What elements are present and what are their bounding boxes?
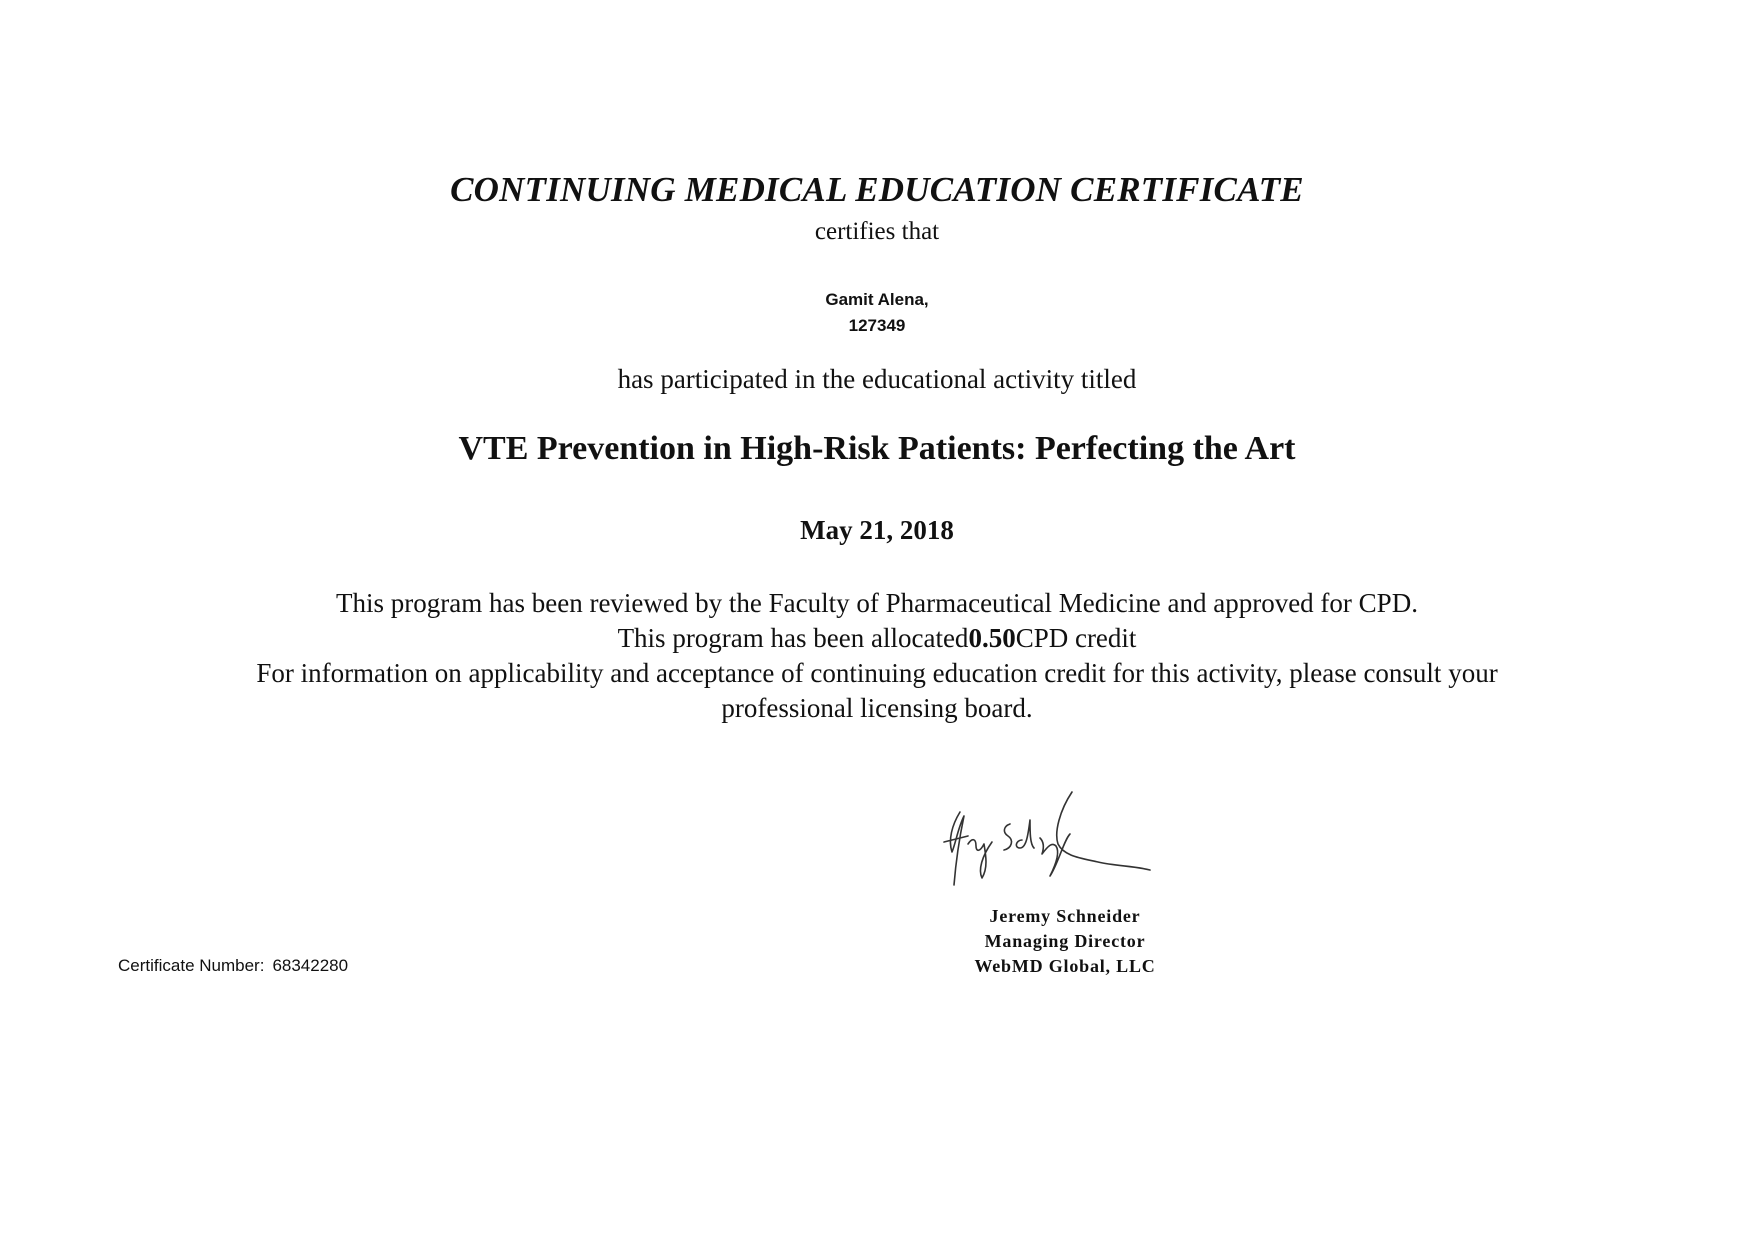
certificate-number	[118, 956, 348, 976]
activity-date: May 21, 2018	[800, 515, 954, 545]
certificate-title: CONTINUING MEDICAL EDUCATION CERTIFICATE	[450, 170, 1304, 209]
certificate-number-value: 68342280	[272, 956, 349, 975]
certificate-number-label: Certificate Number:	[118, 956, 265, 975]
certifies-text: certifies that	[814, 218, 940, 245]
signature-image	[930, 780, 1165, 890]
signer-role: Managing Director	[984, 931, 1146, 951]
recipient-name: Gamit Alena,	[825, 290, 929, 309]
credit-prefix: This program has been allocated	[617, 623, 969, 653]
signer-name: Jeremy Schneider	[989, 906, 1141, 926]
signer-block	[900, 904, 1230, 979]
approval-line: This program has been reviewed by the Faculty of Pharmaceutical Medicine and approved for CPD.	[336, 588, 1418, 618]
credit-amount: 0.50	[968, 623, 1016, 653]
activity-title: VTE Prevention in High-Risk Patients: Perfecting the Art	[458, 430, 1296, 467]
participated-text: has participated in the educational activity titled	[617, 364, 1137, 394]
credit-line	[0, 621, 1754, 656]
approval-text	[0, 586, 1754, 726]
applicability-line: For information on applicability and acceptance of continuing education credit for this activity, please consult your	[256, 658, 1498, 688]
signer-company: WebMD Global, LLC	[974, 956, 1156, 976]
recipient-id: 127349	[848, 316, 906, 335]
credit-suffix: CPD credit	[1015, 623, 1137, 653]
recipient-block	[0, 287, 1754, 339]
licensing-board-line: professional licensing board.	[721, 693, 1033, 723]
